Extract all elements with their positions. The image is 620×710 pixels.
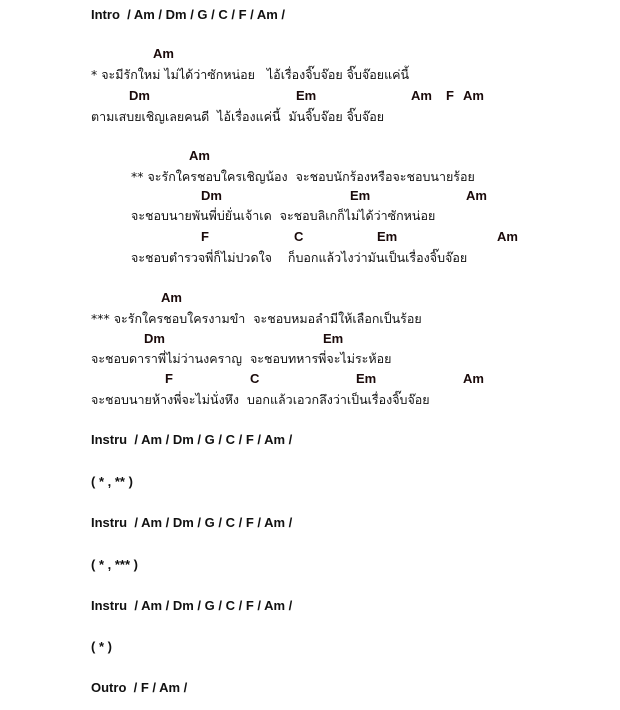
repeat-marker: ( * , *** )	[91, 557, 138, 572]
chord: Em	[296, 88, 317, 103]
chord: Dm	[129, 88, 150, 103]
lyric-line: จะชอบดาราพี่ไม่ว่านงคราญ จะชอบทหารพี่จะไม่ระห้อย	[91, 351, 392, 366]
intro-line: Intro / Am / Dm / G / C / F / Am /	[91, 7, 286, 22]
lyric-line: จะชอบตำรวจพี่ก็ไม่ปวดใจ ก็บอกแล้วไงว่ามันเป็นเรื่องจิ๊บจ๊อย	[131, 250, 468, 265]
chord: Dm	[144, 331, 165, 346]
chord: Dm	[201, 188, 222, 203]
chord: Am	[497, 229, 518, 244]
chord: Am	[463, 371, 484, 386]
chord: Em	[377, 229, 398, 244]
chord: F	[201, 229, 209, 244]
repeat-marker: ( * , ** )	[91, 474, 133, 489]
chord: Em	[356, 371, 377, 386]
instrumental-line: Instru / Am / Dm / G / C / F / Am /	[91, 515, 293, 530]
lyric-line: * จะมีรักใหม่ ไม่ได้ว่าซักหน่อย ไอ้เรื่องจิ๊บจ๊อย จิ๊บจ๊อยแค่นี้	[91, 67, 410, 82]
lyric-line: จะชอบนายพันพี่บ่ยั่นเจ้าเด จะชอบลิเกก็ไม่ได้ว่าซักหน่อย	[131, 208, 436, 223]
outro-line: Outro / F / Am /	[91, 680, 188, 695]
chord: C	[294, 229, 304, 244]
lyric-line: จะชอบนายห้างพี่จะไม่นั่งหึง บอกแล้วเอวกลึงว่าเป็นเรื่องจิ๊บจ๊อย	[91, 392, 430, 407]
chord: Am	[189, 148, 210, 163]
chord: Am	[153, 46, 174, 61]
chord: F	[165, 371, 173, 386]
lyric-line: ตามเสบยเชิญเลยคนดี ไอ้เรื่องแค่นี้ มันจิ๊บจ๊อย จิ๊บจ๊อย	[91, 109, 385, 124]
chord: Em	[350, 188, 371, 203]
instrumental-line: Instru / Am / Dm / G / C / F / Am /	[91, 598, 293, 613]
chord: Em	[323, 331, 344, 346]
chord: Am	[411, 88, 432, 103]
lyric-line: ** จะรักใครชอบใครเชิญน้อง จะชอบนักร้องหรือจะชอบนายร้อย	[131, 169, 475, 184]
instrumental-line: Instru / Am / Dm / G / C / F / Am /	[91, 432, 293, 447]
chord: Am	[466, 188, 487, 203]
chord: Am	[463, 88, 484, 103]
chord: Am	[161, 290, 182, 305]
lyric-line: *** จะรักใครชอบใครงามขำ จะชอบหมอลำมีให้เลือกเป็นร้อย	[91, 311, 422, 326]
chord: C	[250, 371, 260, 386]
repeat-marker: ( * )	[91, 639, 112, 654]
chord: F	[446, 88, 454, 103]
